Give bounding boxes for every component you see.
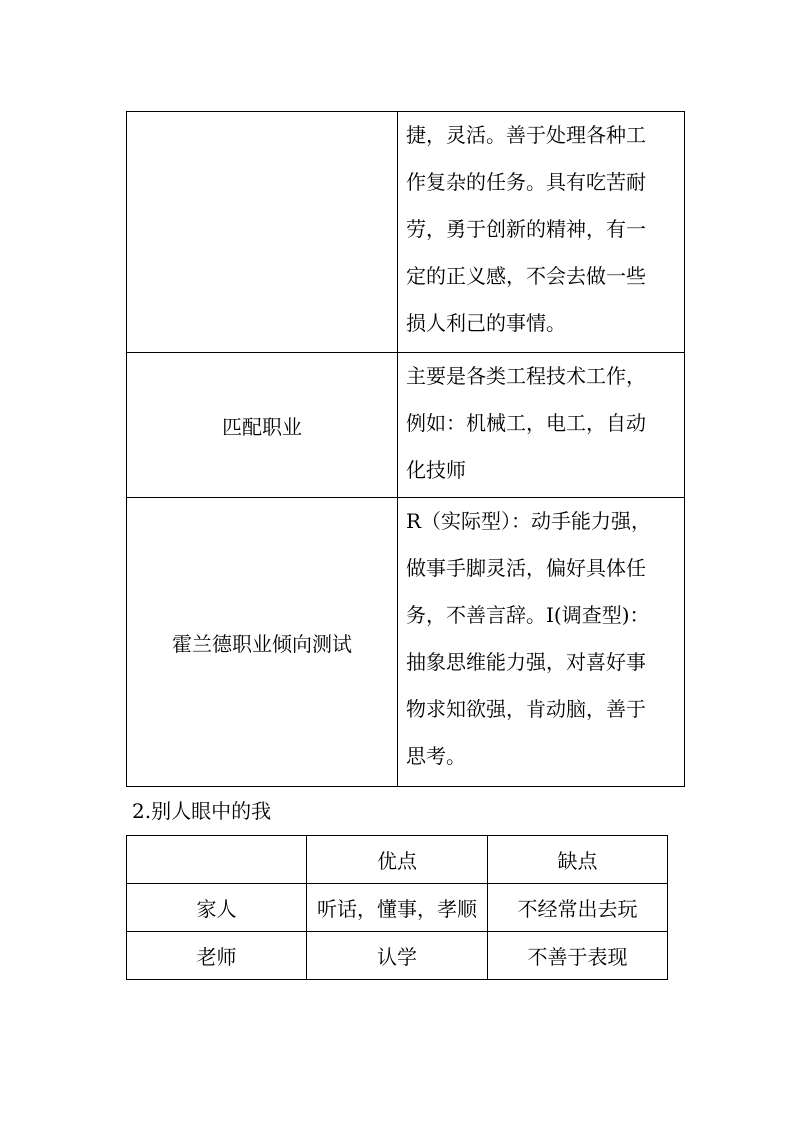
table-cell: 家人 (127, 884, 307, 932)
table-cell-content (398, 498, 685, 787)
table-cell: 不经常出去玩 (488, 884, 668, 932)
table-cell-label (127, 112, 398, 353)
table-header-cell (127, 836, 307, 884)
table-cell: 不善于表现 (488, 932, 668, 980)
table-header-row (127, 836, 668, 884)
table-header-cell: 优点 (307, 836, 488, 884)
table-row (127, 884, 668, 932)
cell-text: R（实际型）：动手能力强， 做事手脚灵活，偏好具体任 务，不善言辞。I(调查型)： 抽象思维能力强，对喜好事 物求知欲强，肯动脑，善于 思考。 (406, 509, 652, 768)
table-cell: 听话，懂事，孝顺 (307, 884, 488, 932)
cell-text: 主要是各类工程技术工作， 例如：机械工，电工，自动 化技师 (406, 364, 646, 482)
table-row (127, 932, 668, 980)
section-heading: 2.别人眼中的我 (132, 799, 272, 823)
table-cell-label: 霍兰德职业倾向测试 (127, 498, 398, 787)
others-view-table (126, 835, 668, 980)
table-cell-content (398, 353, 685, 498)
table-row (127, 112, 685, 353)
self-assessment-table (126, 111, 685, 787)
table-cell-label: 匹配职业 (127, 353, 398, 498)
table-row (127, 498, 685, 787)
table-row (127, 353, 685, 498)
table-cell-content (398, 112, 685, 353)
table-header-cell: 缺点 (488, 836, 668, 884)
cell-text: 捷，灵活。善于处理各种工 作复杂的任务。具有吃苦耐 劳，勇于创新的精神，有一 定的正义感，不会去做一些 损人利己的事情。 (406, 123, 646, 335)
table-cell: 老师 (127, 932, 307, 980)
table-cell: 认学 (307, 932, 488, 980)
